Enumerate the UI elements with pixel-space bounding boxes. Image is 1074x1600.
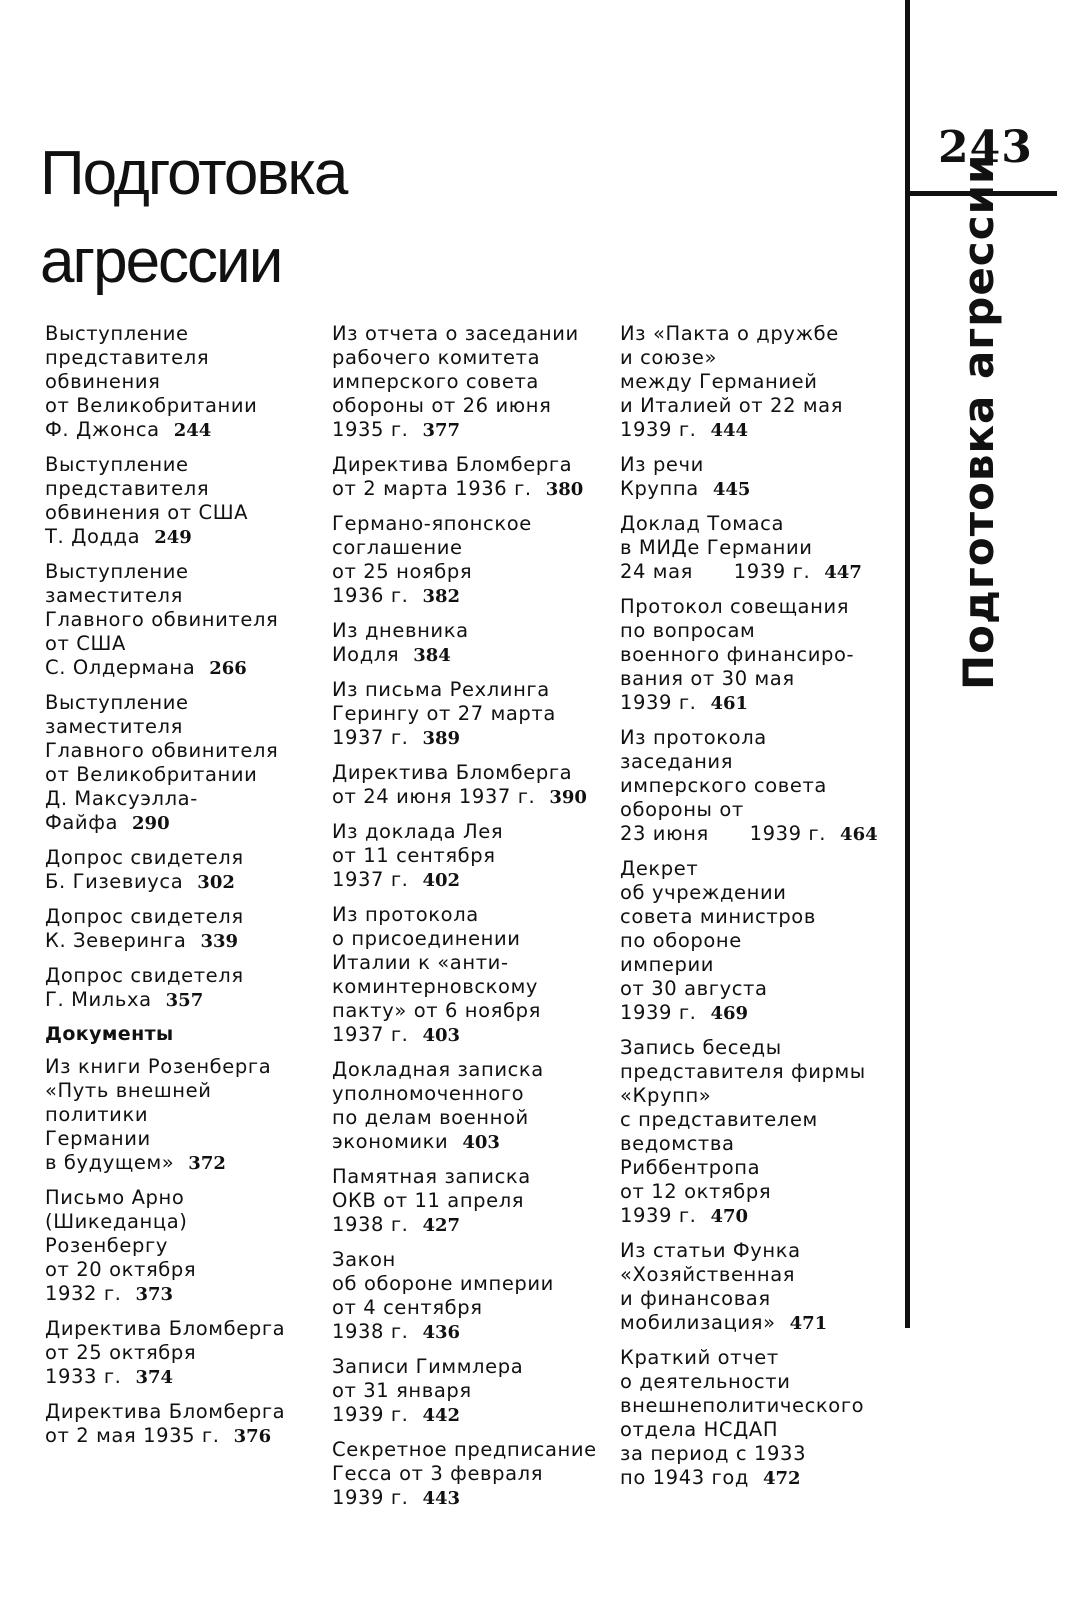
toc-entry bbox=[620, 857, 880, 1026]
toc-entry bbox=[620, 453, 880, 502]
toc-entry bbox=[332, 1165, 614, 1238]
toc-entry-title: Выступление заместителя Главного обвинителя от Великобритании Д. Максуэлла- Файфа bbox=[45, 691, 279, 834]
toc-entry bbox=[45, 1317, 327, 1390]
toc-entry-page: 382 bbox=[422, 586, 461, 607]
toc-entry-title: Допрос свидетеля К. Зеверинга bbox=[45, 905, 244, 952]
toc-entry bbox=[620, 726, 880, 847]
toc-entry bbox=[620, 512, 880, 585]
section-heading: Документы bbox=[45, 1023, 174, 1045]
toc-entry-page: 436 bbox=[422, 1322, 461, 1343]
toc-entry-title: Из речи Круппа bbox=[620, 453, 704, 500]
toc-entry-page: 290 bbox=[132, 813, 170, 834]
toc-entry bbox=[332, 1438, 614, 1511]
toc-entry-page: 390 bbox=[549, 787, 587, 808]
running-head-text: Подготовка агрессии bbox=[954, 153, 1003, 690]
toc-entry-page: 249 bbox=[154, 527, 192, 548]
toc-entry bbox=[620, 595, 880, 716]
toc-entry bbox=[332, 619, 614, 668]
toc-entry-page: 403 bbox=[422, 1025, 461, 1046]
toc-entry-page: 357 bbox=[165, 990, 204, 1011]
toc-entry bbox=[332, 1355, 614, 1428]
toc-entry-title: Из отчета о заседании рабочего комитета имперского совета обороны от 26 июня 1935 г. bbox=[332, 322, 579, 441]
toc-entry-title: Директива Бломберга от 25 октября 1933 г. bbox=[45, 1317, 286, 1388]
toc-entry bbox=[332, 512, 614, 609]
toc-entry-title: Директива Бломберга от 2 мая 1935 г. bbox=[45, 1400, 286, 1447]
toc-entry-title: Протокол совещания по вопросам военного финансиро- вания от 30 мая 1939 г. bbox=[620, 595, 855, 714]
toc-entry-title: Доклад Томаса в МИДе Германии 24 мая 1939 г. bbox=[620, 512, 813, 583]
toc-entry bbox=[45, 905, 327, 954]
toc-entry bbox=[332, 1248, 614, 1345]
toc-entry bbox=[45, 1186, 327, 1307]
toc-entry-title: Из дневника Иодля bbox=[332, 619, 469, 666]
toc-entry-page: 442 bbox=[422, 1405, 461, 1426]
toc-entry-title: Декрет об учреждении совета министров по обороне империи от 30 августа 1939 г. bbox=[620, 857, 816, 1024]
toc-entry-page: 403 bbox=[462, 1132, 500, 1153]
toc-entry bbox=[45, 1400, 327, 1449]
toc-entry-title: Из протокола заседания имперского совета обороны от 23 июня 1939 г. bbox=[620, 726, 827, 845]
toc-entry-page: 244 bbox=[173, 420, 212, 441]
toc-entry-title: Из протокола о присоединении Италии к «анти- коминтерновскому пакту» от 6 ноября 1937 г. bbox=[332, 903, 541, 1046]
toc-entry-page: 470 bbox=[710, 1206, 749, 1227]
toc-entry-title: Выступление представителя обвинения от США Т. Додда bbox=[45, 453, 249, 548]
toc-entry-title: Из «Пакта о дружбе и союзе» между Германией и Италией от 22 мая 1939 г. bbox=[620, 322, 844, 441]
toc-entry-title: Записи Гиммлера от 31 января 1939 г. bbox=[332, 1355, 524, 1426]
toc-entry-title: Памятная записка ОКВ от 11 апреля 1938 г. bbox=[332, 1165, 531, 1236]
toc-entry-title: Запись беседы представителя фирмы «Крупп» с представителем ведомства Риббентропа от 12 октября 1939 г. bbox=[620, 1036, 866, 1227]
toc-entry bbox=[620, 1239, 880, 1336]
toc-entry-title: Директива Бломберга от 24 июня 1937 г. bbox=[332, 761, 573, 808]
toc-entry-page: 444 bbox=[710, 420, 749, 441]
toc-entry-title: Допрос свидетеля Г. Мильха bbox=[45, 964, 244, 1011]
toc-entry-title: Докладная записка уполномоченного по делам военной экономики bbox=[332, 1058, 544, 1153]
toc-column-3 bbox=[620, 322, 880, 1501]
toc-entry-title: Из статьи Функа «Хозяйственная и финансовая мобилизация» bbox=[620, 1239, 801, 1334]
toc-entry bbox=[620, 1036, 880, 1229]
toc-entry-page: 372 bbox=[188, 1153, 226, 1174]
toc-entry-page: 266 bbox=[209, 658, 247, 679]
toc-entry bbox=[332, 820, 614, 893]
toc-entry-page: 380 bbox=[545, 479, 584, 500]
toc-entry-title: Выступление представителя обвинения от Великобритании Ф. Джонса bbox=[45, 322, 258, 441]
toc-entry-title: Выступление заместителя Главного обвинителя от США С. Олдермана bbox=[45, 560, 279, 679]
toc-entry bbox=[332, 1058, 614, 1155]
toc-entry-page: 376 bbox=[233, 1426, 272, 1447]
toc-entry-title: Германо-японское соглашение от 25 ноября 1936 г. bbox=[332, 512, 532, 607]
toc-entry bbox=[332, 761, 614, 810]
toc-column-2 bbox=[332, 322, 614, 1521]
toc-entry bbox=[332, 322, 614, 443]
toc-entry-page: 445 bbox=[712, 479, 751, 500]
toc-entry-title: Из доклада Лея от 11 сентября 1937 г. bbox=[332, 820, 504, 891]
toc-entry-page: 377 bbox=[422, 420, 461, 441]
toc-entry-title: Из книги Розенберга «Путь внешней политики Германии в будущем» bbox=[45, 1055, 272, 1174]
toc-entry bbox=[332, 453, 614, 502]
toc-entry-page: 472 bbox=[762, 1468, 801, 1489]
toc-entry bbox=[45, 964, 327, 1013]
toc-entry bbox=[45, 691, 327, 836]
toc-entry-page: 469 bbox=[710, 1003, 749, 1024]
toc-entry-title: Допрос свидетеля Б. Гизевиуса bbox=[45, 846, 244, 893]
toc-entry-page: 384 bbox=[413, 645, 451, 666]
toc-entry bbox=[45, 846, 327, 895]
toc-entry-title: Секретное предписание Гесса от 3 февраля 1939 г. bbox=[332, 1438, 597, 1509]
toc-entry-page: 464 bbox=[840, 824, 878, 845]
toc-entry-page: 471 bbox=[789, 1313, 828, 1334]
toc-entry-page: 302 bbox=[197, 872, 235, 893]
toc-entry-title: Из письма Рехлинга Герингу от 27 марта 1937 г. bbox=[332, 678, 556, 749]
toc-entry-page: 443 bbox=[422, 1488, 461, 1509]
toc-entry-title: Краткий отчет о деятельности внешнеполитического отдела НСДАП за период с 1933 по 1943 год bbox=[620, 1346, 865, 1489]
toc-entry bbox=[45, 453, 327, 550]
vertical-rule bbox=[905, 0, 910, 1328]
toc-entry bbox=[620, 1346, 880, 1491]
toc-column-1 bbox=[45, 322, 327, 1459]
page-title: Подготовка агрессии bbox=[40, 139, 347, 296]
toc-entry-page: 427 bbox=[422, 1215, 461, 1236]
toc-entry-page: 461 bbox=[710, 693, 749, 714]
page-number: 243 bbox=[938, 122, 1033, 173]
toc-entry bbox=[332, 903, 614, 1048]
toc-entry-title: Закон об обороне империи от 4 сентября 1938 г. bbox=[332, 1248, 554, 1343]
toc-entry-page: 373 bbox=[135, 1284, 174, 1305]
toc-entry bbox=[620, 322, 880, 443]
toc-entry-page: 339 bbox=[200, 931, 239, 952]
toc-entry-page: 402 bbox=[422, 870, 461, 891]
toc-entry-page: 389 bbox=[422, 728, 461, 749]
toc-entry bbox=[45, 1055, 327, 1176]
toc-entry-title: Директива Бломберга от 2 марта 1936 г. bbox=[332, 453, 573, 500]
toc-entry bbox=[45, 322, 327, 443]
toc-entry-page: 374 bbox=[135, 1367, 174, 1388]
toc-entry bbox=[332, 678, 614, 751]
toc-entry bbox=[45, 560, 327, 681]
toc-entry-page: 447 bbox=[824, 562, 862, 583]
toc-entry-title: Письмо Арно (Шикеданца) Розенбергу от 20 октября 1932 г. bbox=[45, 1186, 197, 1305]
